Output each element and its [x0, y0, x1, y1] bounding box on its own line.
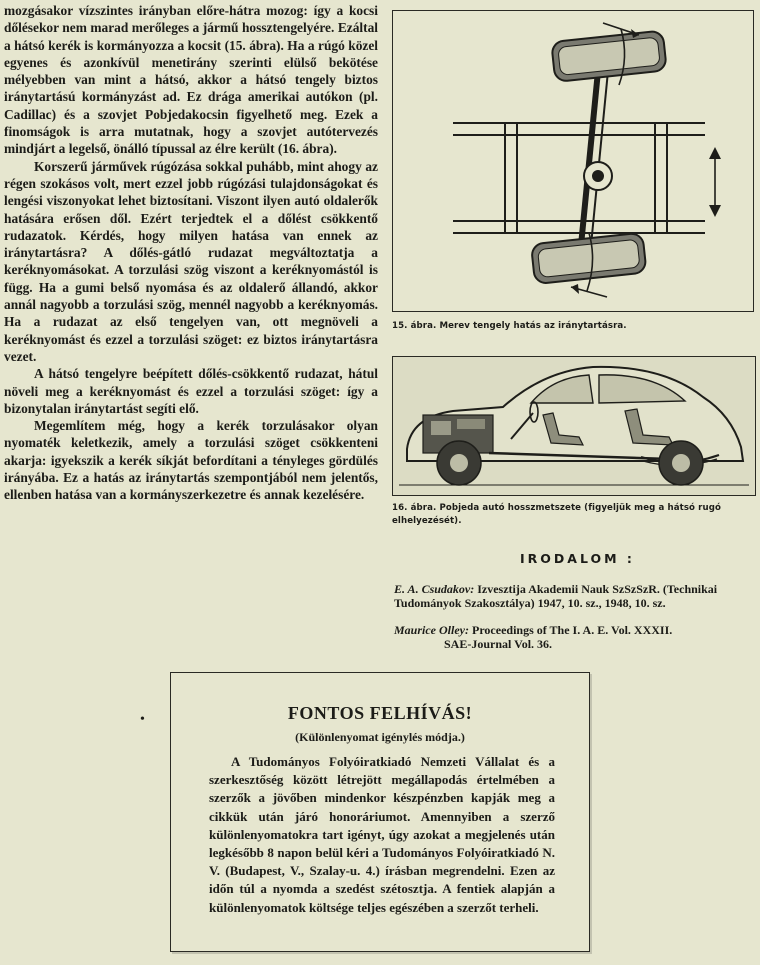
- notice-title: FONTOS FELHÍVÁS!: [287, 703, 473, 723]
- reference-2: [394, 624, 754, 651]
- figure-15-axle-diagram: [392, 10, 754, 312]
- reference-1-text: Izvesztija Akademii Nauk SzSzSzR. (Technikai Tudományok Szakosztálya) 1947, 10. sz., 1948, 10. sz.: [394, 582, 718, 610]
- reference-2-line-1: Proceedings of The I. A. E. Vol. XXXII.: [471, 623, 673, 637]
- reference-2-author: Maurice Olley:: [394, 623, 469, 637]
- paragraph-1: mozgásakor vízszintes irányban előre-hátra mozog: így a kocsi dőlésekor nem marad merőleges a jármű hossztengelyére. Ezáltal a hátsó kerék is kormányozza a kocsit (15. ábra). Ha a rúgó közel egyenes és azonkívül menetirány szerinti elülső bekötése mélyebben van mint a hátsó, akkor a hátsó tengely biztos iránytartású kormányzást ad. Ez drága amerikai autókon (pl. Cadillac) és a szovjet Pobjedakocsin figyelhető meg. Ezek a finomságok is arra mutatnak, hogy a szovjet autótervezés mindjárt a legelső, önálló típussal az élre került (16. ábra).: [4, 3, 378, 157]
- reference-2-line-2: SAE-Journal Vol. 36.: [444, 636, 553, 651]
- notice-body: A Tudományos Folyóiratkiadó Nemzeti Vállalat és a szerkesztőség között létrejött megállapodás értelmében a szerzők a jövőben mindenkor készpénzben kapják meg a cikkük után járó honoráriumot. Amennyiben a szerző különlenyomatokra tart igényt, úgy azokat a megjelenés után legkésőbb 8 napon belül kéri a Tudományos Folyóiratkiadó N. V. (Budapest, V., Szalay-u. 4.) írásban megrendelni. Ezen az időn túl a nyomda a szedést szétosztja. A fentiek alapján a különlenyomatok költsége teljes egészében a szerzőt terheli.: [209, 754, 555, 915]
- reference-1: [394, 583, 754, 610]
- paragraph-2: Korszerű járművek rúgózása sokkal puhább, mint ahogy az régen szokásos volt, mert ezzel jobb rúgózási tulajdonságokat és lengési viszonyokat lehet biztosítani. Viszont ilyen autó oldalerők hatására erősen dől. Ezért terjedtek el a dőlést csökkentő rudazatok. Kérdés, hogy milyen hatása van ennek az iránytartásra? A dőlés-gátló rudazat megváltoztatja a keréknyomásokat. A torzulási szög viszont a keréknyomástól is függ. Ha a gumi belső nyomása és az oldalerő állandó, akkor annál nagyobb a torzulási szög, mennél nagyobb a keréknyomás. Ha a rudazat az első tengelyen van, ott megnöveli a keréknyomást és ezzel a torzulási szöget: ez biztos iránytartásra vezet.: [4, 158, 378, 364]
- notice-subtitle: (Különlenyomat igénylés módja.): [295, 730, 465, 744]
- paragraph-4: Megemlítem még, hogy a kerék torzulásakor olyan nyomaték keletkezik, amely a torzulási szöget csökkenteni akarja: igyekszik a kerék síkját befordítani a tényleges gördülés irányába. Ez a hatás az iránytartás szempontjából nem jelentős, ellenben hatása van a kormányszerkezetre és annak kezelésére.: [4, 418, 378, 503]
- references-heading: IRODALOM :: [520, 551, 635, 566]
- notice-box: [170, 672, 590, 952]
- figure-15-caption: 15. ábra. Merev tengely hatás az iránytartásra.: [392, 321, 627, 331]
- figure-16-caption: 16. ábra. Pobjeda autó hosszmetszete (figyeljük meg a hátsó rugó elhelyezését).: [392, 503, 721, 526]
- article-text-column: [4, 2, 378, 504]
- paragraph-3: A hátsó tengelyre beépített dőlés-csökkentő rudazat, hátul növeli meg a keréknyomást és ezzel a torzulási szöget: így a bizonytalan iránytartást segíti elő.: [4, 366, 378, 416]
- figure-16-car-cutaway: [392, 356, 756, 496]
- print-speck: •: [140, 712, 145, 727]
- reference-1-author: E. A. Csudakov:: [394, 582, 475, 596]
